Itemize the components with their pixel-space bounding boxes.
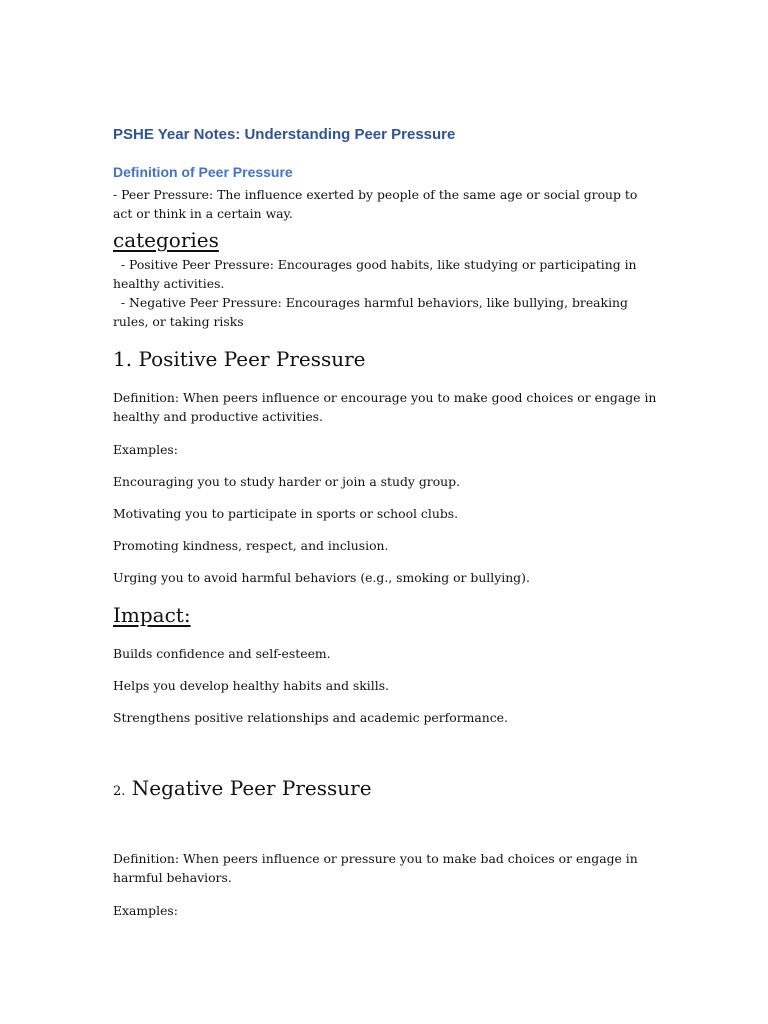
- positive-heading: 1. Positive Peer Pressure: [113, 347, 366, 371]
- categories-heading: categories: [113, 228, 219, 252]
- impact-item: Strengthens positive relationships and academic performance.: [113, 710, 508, 725]
- negative-examples-label: Examples:: [113, 903, 178, 918]
- positive-example-item: Encouraging you to study harder or join a study group.: [113, 474, 461, 489]
- page-title: PSHE Year Notes: Understanding Peer Pressure: [113, 126, 456, 143]
- positive-examples-label: Examples:: [113, 442, 178, 457]
- positive-example-item: Urging you to avoid harmful behaviors (e.g., smoking or bullying).: [113, 570, 530, 585]
- negative-heading: Negative Peer Pressure: [131, 776, 372, 800]
- impact-item: Builds confidence and self-esteem.: [113, 646, 331, 661]
- positive-example-item: Motivating you to participate in sports or school clubs.: [113, 506, 459, 521]
- category-negative: - Negative Peer Pressure: Encourages harmful behaviors, like bullying, breaking rules, or taking risks: [113, 295, 632, 329]
- impact-item: Helps you develop healthy habits and skills.: [113, 678, 389, 693]
- negative-heading-line: [113, 775, 658, 805]
- negative-definition: Definition: When peers influence or pressure you to make bad choices or engage in harmful behaviors.: [113, 851, 638, 885]
- positive-definition: Definition: When peers influence or encourage you to make good choices or engage in healthy and productive activities.: [113, 390, 657, 424]
- category-positive: - Positive Peer Pressure: Encourages good habits, like studying or participating in healthy activities.: [113, 257, 641, 291]
- positive-example-item: Promoting kindness, respect, and inclusion.: [113, 538, 389, 553]
- definition-text: - Peer Pressure: The influence exerted by people of the same age or social group to act or think in a certain way.: [113, 187, 638, 221]
- definition-heading: Definition of Peer Pressure: [113, 164, 293, 180]
- negative-heading-number: 2.: [113, 784, 126, 799]
- impact-heading: Impact:: [113, 603, 191, 627]
